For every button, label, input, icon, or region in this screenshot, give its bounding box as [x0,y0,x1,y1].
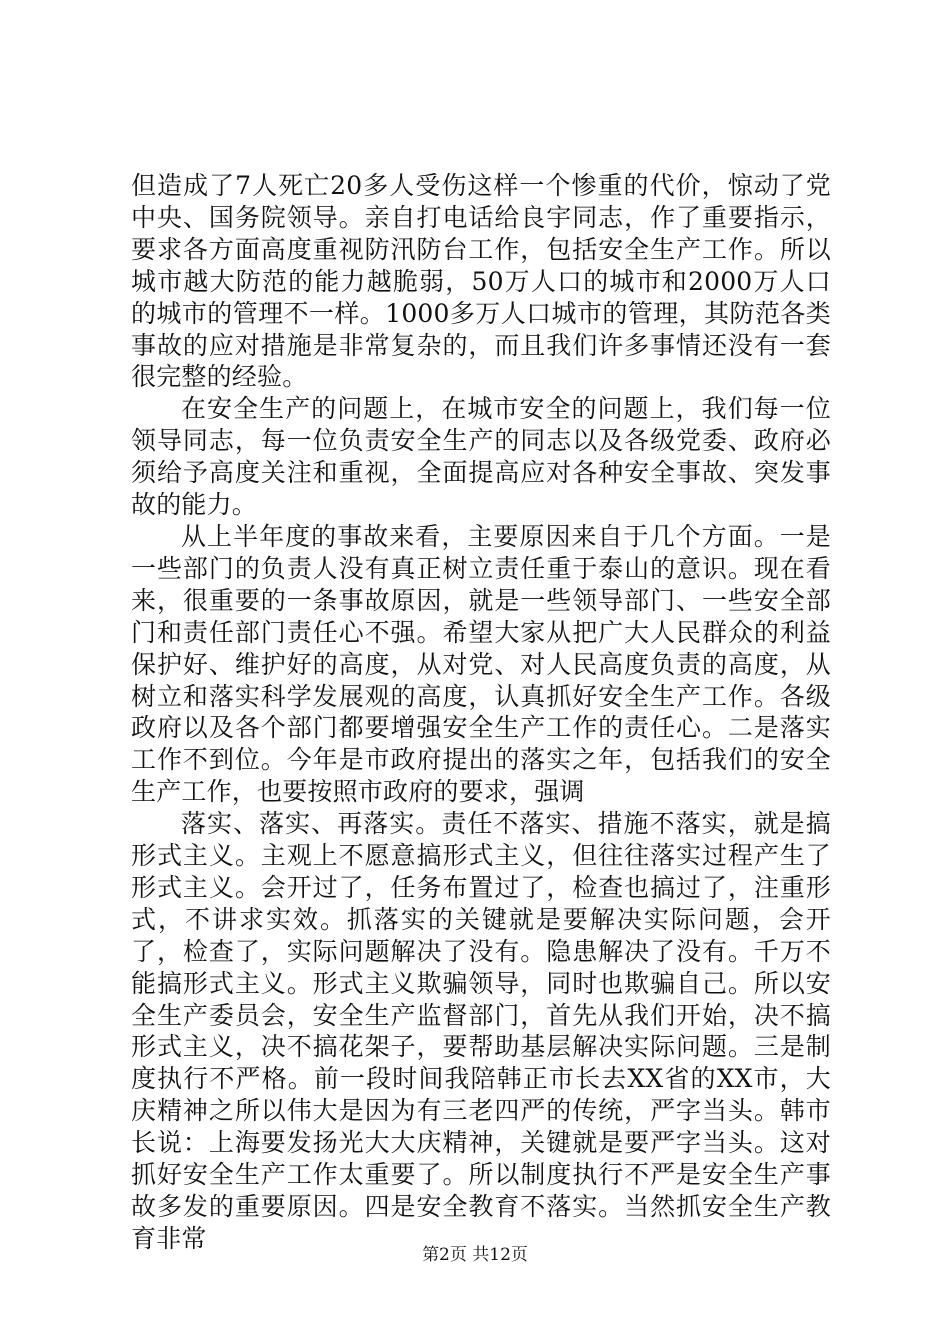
paragraph-3: 从上半年度的事故来看，主要原因来自于几个方面。一是一些部门的负责人没有真正树立责任重于泰山的意识。现在看来，很重要的一条事故原因，就是一些领导部门、一些安全部门和责任部门责任心不强。希望大家从把广大人民群众的利益保护好、维护好的高度，从对党、对人民高度负责的高度，从树立和落实科学发展观的高度，认真抓好安全生产工作。各级政府以及各个部门都要增强安全生产工作的责任心。二是落实工作不到位。今年是市政府提出的落实之年，包括我们的安全生产工作，也要按照市政府的要求，强调 [131,521,831,807]
document-body [131,170,831,1255]
paragraph-1: 但造成了7人死亡20多人受伤这样一个惨重的代价，惊动了党中央、国务院领导。亲自打电话给良宇同志，作了重要指示，要求各方面高度重视防汛防台工作，包括安全生产工作。所以城市越大防范的能力越脆弱，50万人口的城市和2000万人口的城市的管理不一样。1000多万人口城市的管理，其防范各类事故的应对措施是非常复杂的，而且我们许多事情还没有一套很完整的经验。 [131,171,831,392]
page-number-footer: 第2页 共12页 [422,1245,528,1265]
paragraph-4: 落实、落实、再落实。责任不落实、措施不落实，就是搞形式主义。主观上不愿意搞形式主义，但往往落实过程产生了形式主义。会开过了，任务布置过了，检查也搞过了，注重形式，不讲求实效。抓落实的关键就是要解决实际问题，会开了，检查了，实际问题解决了没有。隐患解决了没有。千万不能搞形式主义。形式主义欺骗领导，同时也欺骗自己。所以安全生产委员会，安全生产监督部门，首先从我们开始，决不搞形式主义，决不搞花架子，要帮助基层解决实际问题。三是制度执行不严格。前一段时间我陪韩正市长去XX省的XX市，大庆精神之所以伟大是因为有三老四严的传统，严字当头。韩市长说：上海要发扬光大大庆精神，关键就是要严字当头。这对抓好安全生产工作太重要了。所以制度执行不严是安全生产事故多发的重要原因。四是安全教育不落实。当然抓安全生产教育非常 [131,809,831,1253]
paragraph-2: 在安全生产的问题上，在城市安全的问题上，我们每一位领导同志，每一位负责安全生产的同志以及各级党委、政府必须给予高度关注和重视，全面提高应对各种安全事故、突发事故的能力。 [131,394,831,520]
